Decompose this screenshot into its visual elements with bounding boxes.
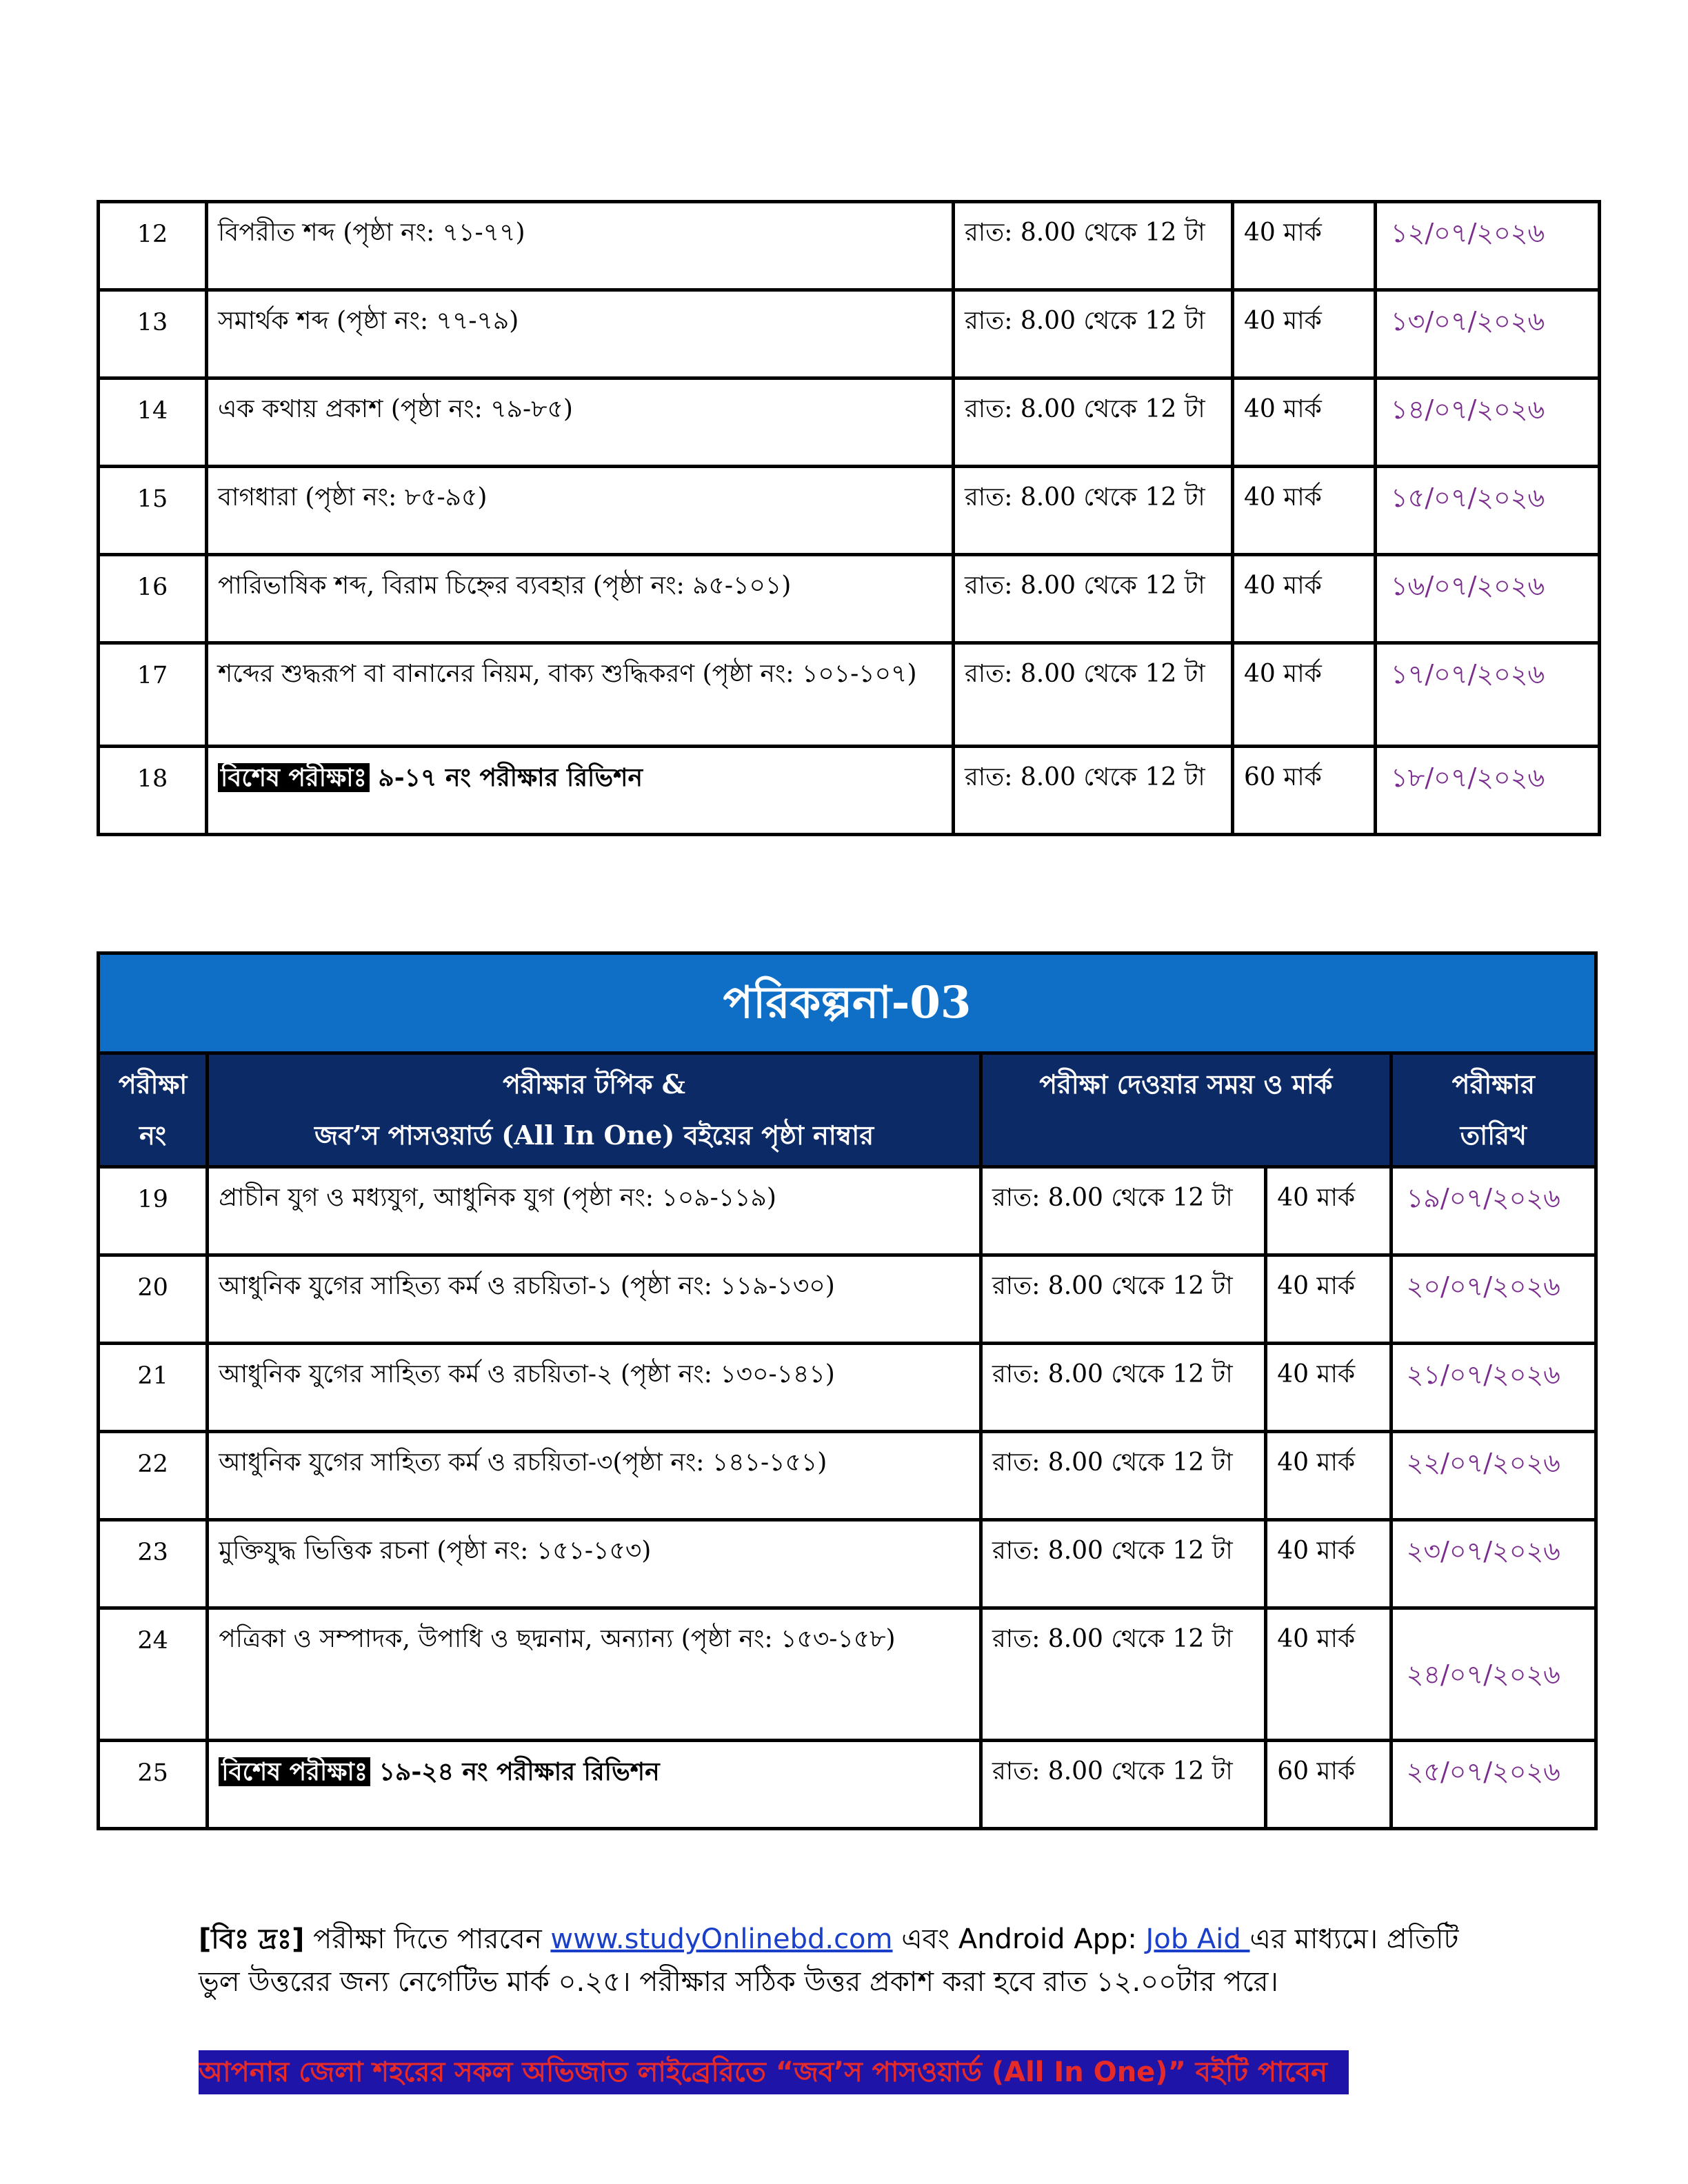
table-row	[99, 467, 1600, 555]
exam-topic: পত্রিকা ও সম্পাদক, উপাধি ও ছদ্মনাম, অন্যান্য (পৃষ্ঠা নং: ১৫৩-১৫৮)	[208, 1608, 981, 1741]
note-text: এর মাধ্যমে। প্রতিটি ভুল উত্তরের জন্য নেগেটিভ মার্ক ০.২৫। পরীক্ষার সঠিক উত্তর প্রকাশ করা হবে রাত ১২.০০টার পরে।	[199, 1923, 1459, 1998]
header-text: পরীক্ষার	[1451, 1069, 1535, 1100]
table-row	[99, 1167, 1596, 1255]
exam-number: 21	[99, 1344, 208, 1432]
exam-topic: শব্দের শুদ্ধরূপ বা বানানের নিয়ম, বাক্য শুদ্ধিকরণ (পৃষ্ঠা নং: ১০১-১০৭)	[207, 643, 954, 747]
table-row	[99, 378, 1600, 467]
exam-time: রাত: 8.00 থেকে 12 টা	[954, 555, 1233, 643]
exam-time: রাত: 8.00 থেকে 12 টা	[954, 202, 1233, 290]
exam-topic: পারিভাষিক শব্দ, বিরাম চিহ্নের ব্যবহার (পৃষ্ঠা নং: ৯৫-১০১)	[207, 555, 954, 643]
exam-date: ১৭/০৭/২০২৬	[1376, 643, 1600, 747]
exam-number: 24	[99, 1608, 208, 1741]
exam-marks: 40 মার্ক	[1266, 1344, 1391, 1432]
exam-date: ২১/০৭/২০২৬	[1391, 1344, 1596, 1432]
exam-topic: আধুনিক যুগের সাহিত্য কর্ম ও রচয়িতা-১ (পৃষ্ঠা নং: ১১৯-১৩০)	[208, 1255, 981, 1344]
header-topic	[208, 1053, 981, 1167]
exam-number: 16	[99, 555, 207, 643]
header-text: পরীক্ষা	[118, 1069, 188, 1100]
table-row	[99, 1344, 1596, 1432]
table-row	[99, 1520, 1596, 1608]
exam-marks: 40 মার্ক	[1266, 1255, 1391, 1344]
exam-marks: 40 মার্ক	[1233, 290, 1376, 378]
exam-marks: 40 মার্ক	[1233, 202, 1376, 290]
exam-date: ১৫/০৭/২০২৬	[1376, 467, 1600, 555]
exam-time: রাত: 8.00 থেকে 12 টা	[981, 1255, 1265, 1344]
exam-topic: আধুনিক যুগের সাহিত্য কর্ম ও রচয়িতা-৩(পৃষ্ঠা নং: ১৪১-১৫১)	[208, 1432, 981, 1520]
promo-banner: আপনার জেলা শহরের সকল অভিজাত লাইব্রেরিতে “জব’স পাসওয়ার্ড (All In One)” বইটি পাবেন	[199, 2050, 1349, 2094]
special-exam-label: বিশেষ পরীক্ষাঃ	[218, 763, 370, 792]
special-exam-label: বিশেষ পরীক্ষাঃ	[219, 1757, 370, 1786]
exam-topic: সমার্থক শব্দ (পৃষ্ঠা নং: ৭৭-৭৯)	[207, 290, 954, 378]
exam-number: 22	[99, 1432, 208, 1520]
table-row	[99, 1432, 1596, 1520]
exam-number: 17	[99, 643, 207, 747]
exam-marks: 40 মার্ক	[1266, 1432, 1391, 1520]
exam-date: ১৬/০৭/২০২৬	[1376, 555, 1600, 643]
exam-date: ১৯/০৭/২০২৬	[1391, 1167, 1596, 1255]
schedule-table-plan-03	[97, 951, 1598, 1830]
note-text: পরীক্ষা দিতে পারবেন	[304, 1923, 551, 1955]
exam-marks: 60 মার্ক	[1266, 1741, 1391, 1829]
exam-marks: 40 মার্ক	[1233, 378, 1376, 467]
exam-marks: 40 মার্ক	[1233, 643, 1376, 747]
exam-marks: 40 মার্ক	[1266, 1167, 1391, 1255]
exam-topic: এক কথায় প্রকাশ (পৃষ্ঠা নং: ৭৯-৮৫)	[207, 378, 954, 467]
exam-number: 12	[99, 202, 207, 290]
exam-topic: প্রাচীন যুগ ও মধ্যযুগ, আধুনিক যুগ (পৃষ্ঠা নং: ১০৯-১১৯)	[208, 1167, 981, 1255]
schedule-table-plan-02	[97, 200, 1601, 836]
exam-time: রাত: 8.00 থেকে 12 টা	[981, 1520, 1265, 1608]
header-text: পরীক্ষার টপিক &	[503, 1069, 686, 1100]
exam-time: রাত: 8.00 থেকে 12 টা	[954, 290, 1233, 378]
header-text: নং	[139, 1120, 167, 1151]
exam-topic: বাগধারা (পৃষ্ঠা নং: ৮৫-৯৫)	[207, 467, 954, 555]
exam-marks: 40 মার্ক	[1233, 555, 1376, 643]
table-row	[99, 1608, 1596, 1741]
table-header-row	[99, 1053, 1596, 1167]
exam-time: রাত: 8.00 থেকে 12 টা	[954, 467, 1233, 555]
header-date	[1391, 1053, 1596, 1167]
table-row	[99, 1255, 1596, 1344]
exam-number: 18	[99, 747, 207, 835]
website-link[interactable]: www.studyOnlinebd.com	[550, 1923, 893, 1955]
exam-time: রাত: 8.00 থেকে 12 টা	[981, 1167, 1265, 1255]
exam-date: ১৩/০৭/২০২৬	[1376, 290, 1600, 378]
special-exam-topic: ৯-১৭ নং পরীক্ষার রিভিশন	[369, 763, 643, 792]
note-text: এবং Android App:	[892, 1923, 1146, 1955]
footnote	[199, 1918, 1495, 2003]
plan-title: পরিকল্পনা-03	[99, 953, 1596, 1053]
exam-number: 25	[99, 1741, 208, 1829]
exam-number: 23	[99, 1520, 208, 1608]
exam-time: রাত: 8.00 থেকে 12 টা	[981, 1344, 1265, 1432]
table-row	[99, 290, 1600, 378]
exam-date: ১৪/০৭/২০২৬	[1376, 378, 1600, 467]
header-time-marks: পরীক্ষা দেওয়ার সময় ও মার্ক	[981, 1053, 1391, 1167]
note-prefix: [বিঃ দ্রঃ]	[199, 1923, 305, 1955]
exam-date: ১৮/০৭/২০২৬	[1376, 747, 1600, 835]
table-row-special	[99, 747, 1600, 835]
exam-time: রাত: 8.00 থেকে 12 টা	[981, 1608, 1265, 1741]
exam-topic: আধুনিক যুগের সাহিত্য কর্ম ও রচয়িতা-২ (পৃষ্ঠা নং: ১৩০-১৪১)	[208, 1344, 981, 1432]
exam-number: 13	[99, 290, 207, 378]
header-exam-number	[99, 1053, 208, 1167]
exam-number: 14	[99, 378, 207, 467]
exam-time: রাত: 8.00 থেকে 12 টা	[954, 643, 1233, 747]
exam-date: ২৫/০৭/২০২৬	[1391, 1741, 1596, 1829]
exam-date: ২৪/০৭/২০২৬	[1391, 1608, 1596, 1741]
exam-time: রাত: 8.00 থেকে 12 টা	[954, 378, 1233, 467]
exam-time: রাত: 8.00 থেকে 12 টা	[954, 747, 1233, 835]
header-text: তারিখ	[1460, 1120, 1527, 1151]
exam-time: রাত: 8.00 থেকে 12 টা	[981, 1432, 1265, 1520]
table-row	[99, 643, 1600, 747]
table-row	[99, 555, 1600, 643]
exam-date: ২৩/০৭/২০২৬	[1391, 1520, 1596, 1608]
header-text: জব’স পাসওয়ার্ড (All In One) বইয়ের পৃষ্ঠা নাম্বার	[314, 1120, 874, 1151]
table-row	[99, 202, 1600, 290]
exam-topic: মুক্তিযুদ্ধ ভিত্তিক রচনা (পৃষ্ঠা নং: ১৫১-১৫৩)	[208, 1520, 981, 1608]
exam-number: 19	[99, 1167, 208, 1255]
exam-date: ১২/০৭/২০২৬	[1376, 202, 1600, 290]
app-link[interactable]: Job Aid	[1145, 1923, 1250, 1955]
exam-marks: 40 মার্ক	[1266, 1520, 1391, 1608]
exam-date: ২০/০৭/২০২৬	[1391, 1255, 1596, 1344]
exam-topic	[207, 747, 954, 835]
special-exam-topic: ১৯-২৪ নং পরীক্ষার রিভিশন	[370, 1757, 660, 1786]
exam-time: রাত: 8.00 থেকে 12 টা	[981, 1741, 1265, 1829]
exam-topic: বিপরীত শব্দ (পৃষ্ঠা নং: ৭১-৭৭)	[207, 202, 954, 290]
exam-number: 15	[99, 467, 207, 555]
exam-date: ২২/০৭/২০২৬	[1391, 1432, 1596, 1520]
exam-marks: 60 মার্ক	[1233, 747, 1376, 835]
exam-topic	[208, 1741, 981, 1829]
exam-marks: 40 মার্ক	[1266, 1608, 1391, 1741]
table-row-special	[99, 1741, 1596, 1829]
exam-marks: 40 মার্ক	[1233, 467, 1376, 555]
exam-number: 20	[99, 1255, 208, 1344]
